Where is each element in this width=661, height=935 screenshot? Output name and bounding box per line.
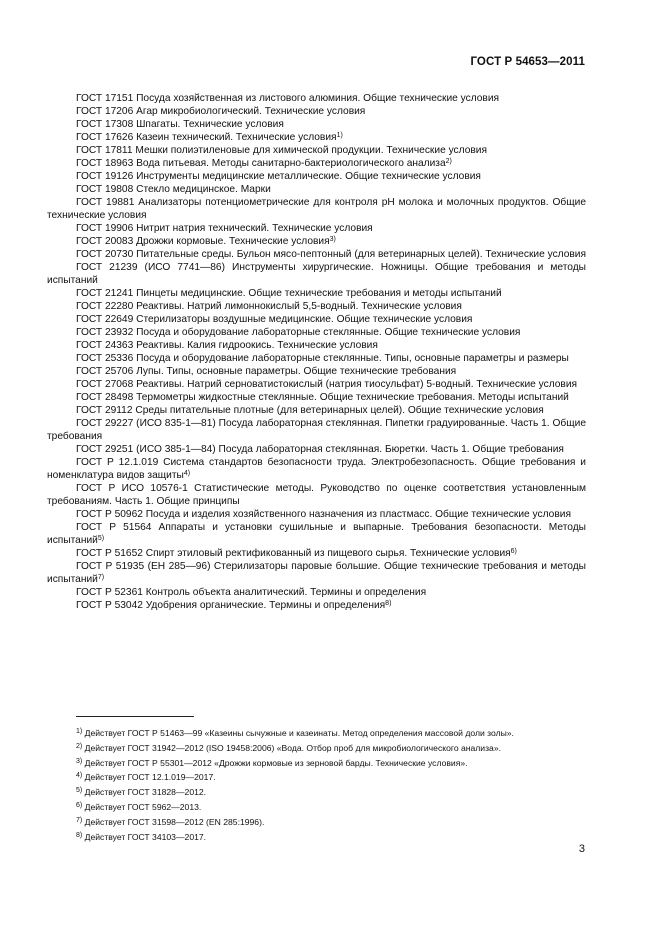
- reference-text: ГОСТ 25336 Посуда и оборудование лабораторные стеклянные. Типы, основные параметры и размеры: [76, 353, 569, 364]
- reference-item: [47, 157, 586, 170]
- document-header: ГОСТ Р 54653—2011: [470, 56, 585, 68]
- footnote-separator: [76, 716, 194, 717]
- footnote: [76, 756, 596, 771]
- footnote-marker: 7): [97, 574, 105, 581]
- footnote-text: Действует ГОСТ 31828—2012.: [82, 787, 207, 798]
- footnote-text: Действует ГОСТ 31598—2012 (EN 285:1996).: [82, 816, 265, 827]
- reference-item: [47, 417, 586, 443]
- reference-item: [47, 105, 586, 118]
- reference-item: [47, 287, 586, 300]
- reference-text: ГОСТ Р 51652 Спирт этиловый ректификованный из пищевого сырья. Технические условия: [76, 548, 511, 559]
- reference-text: ГОСТ 29251 (ИСО 385-1—84) Посуда лабораторная стеклянная. Бюретки. Часть 1. Общие требования: [76, 444, 564, 455]
- reference-item: [47, 365, 586, 378]
- footnote: [76, 785, 596, 800]
- reference-text: ГОСТ 17206 Агар микробиологический. Технические условия: [76, 106, 366, 117]
- reference-item: [47, 300, 586, 313]
- reference-item: [47, 404, 586, 417]
- reference-text: ГОСТ 29112 Среды питательные плотные (для ветеринарных целей). Общие технические условия: [76, 405, 544, 416]
- footnote-mark: 5): [76, 787, 83, 795]
- reference-text: ГОСТ 19881 Анализаторы потенциометрические для контроля pH молока и молочных продуктов. Общие технические условия: [47, 197, 586, 221]
- reference-item: [47, 131, 586, 144]
- reference-text: ГОСТ 20730 Питательные среды. Бульон мясо-пептонный (для ветеринарных целей). Технические условия: [76, 249, 587, 260]
- reference-text: ГОСТ 20083 Дрожжи кормовые. Технические условия: [76, 236, 330, 247]
- reference-text: ГОСТ 24363 Реактивы. Калия гидроокись. Технические условия: [76, 340, 378, 351]
- reference-text: ГОСТ 17151 Посуда хозяйственная из листового алюминия. Общие технические условия: [76, 93, 500, 104]
- footnote: [76, 770, 596, 785]
- footnote-mark: 6): [76, 801, 83, 809]
- reference-item: [47, 261, 586, 287]
- normative-references-list: [47, 92, 586, 612]
- reference-text: ГОСТ Р 53042 Удобрения органические. Термины и определения: [76, 600, 386, 611]
- reference-text: ГОСТ 25706 Лупы. Типы, основные параметры. Общие технические требования: [76, 366, 457, 377]
- footnote-marker: 5): [97, 535, 105, 542]
- footnote: [76, 726, 596, 741]
- reference-text: ГОСТ 21241 Пинцеты медицинские. Общие технические требования и методы испытаний: [76, 288, 502, 299]
- reference-text: ГОСТ 27068 Реактивы. Натрий серноватистокислый (натрия тиосульфат) 5-водный. Технические условия: [76, 379, 578, 390]
- footnote: [76, 800, 596, 815]
- footnote-text: Действует ГОСТ 31942—2012 (ISO 19458:2006) «Вода. Отбор проб для микробиологического анализа».: [82, 742, 501, 753]
- reference-text: ГОСТ Р 51564 Аппараты и установки сушильные и выпарные. Требования безопасности. Методы испытаний: [47, 522, 586, 546]
- reference-text: ГОСТ Р 12.1.019 Система стандартов безопасности труда. Электробезопасность. Общие требования и номенклатура видов защиты: [47, 457, 586, 481]
- reference-text: ГОСТ 17626 Казеин технический. Технические условия: [76, 132, 337, 143]
- reference-item: [47, 378, 586, 391]
- page-number: 3: [578, 843, 585, 855]
- reference-text: ГОСТ Р 51935 (ЕН 285—96) Стерилизаторы паровые большие. Общие технические требования и методы испытаний: [47, 561, 586, 585]
- reference-text: ГОСТ 19808 Стекло медицинское. Марки: [76, 184, 271, 195]
- footnote-mark: 1): [76, 728, 83, 735]
- footnote-marker: 6): [510, 548, 517, 555]
- reference-text: ГОСТ 19126 Инструменты медицинские металлические. Общие технические условия: [76, 171, 481, 182]
- reference-item: [47, 560, 586, 586]
- footnote-marker: 1): [336, 132, 343, 139]
- reference-text: ГОСТ Р 52361 Контроль объекта аналитический. Термины и определения: [76, 587, 427, 598]
- footnote-text: Действует ГОСТ Р 55301—2012 «Дрожжи кормовые из зерновой барды. Технические условия».: [82, 757, 468, 768]
- footnote-mark: 2): [76, 742, 83, 750]
- footnote-mark: 4): [76, 772, 83, 780]
- footnote-mark: 7): [76, 816, 83, 824]
- reference-text: ГОСТ 28498 Термометры жидкостные стеклянные. Общие технические требования. Методы испытаний: [76, 392, 569, 403]
- footnote: [76, 741, 596, 756]
- reference-item: [47, 248, 586, 261]
- footnotes-list: [76, 726, 596, 844]
- footnote-text: Действует ГОСТ 12.1.019—2017.: [82, 772, 216, 783]
- reference-item: [47, 222, 586, 235]
- reference-item: [47, 92, 586, 105]
- reference-item: [47, 482, 586, 508]
- footnote-text: Действует ГОСТ 34103—2017.: [82, 831, 207, 842]
- reference-text: ГОСТ 22649 Стерилизаторы воздушные медицинские. Общие технические условия: [76, 314, 473, 325]
- footnote-mark: 3): [76, 757, 83, 765]
- reference-item: [47, 456, 586, 482]
- footnote-marker: 2): [445, 158, 452, 165]
- reference-item: [47, 144, 586, 157]
- footnote-text: Действует ГОСТ Р 51463—99 «Казеины сычужные и казеинаты. Метод определения массовой доли золы».: [82, 728, 514, 738]
- reference-item: [47, 235, 586, 248]
- reference-text: ГОСТ 17308 Шпагаты. Технические условия: [76, 119, 284, 130]
- reference-text: ГОСТ 18963 Вода питьевая. Методы санитарно-бактериологического анализа: [76, 158, 446, 169]
- reference-item: [47, 170, 586, 183]
- footnote-marker: 4): [183, 470, 191, 477]
- reference-text: ГОСТ 19906 Нитрит натрия технический. Технические условия: [76, 223, 373, 234]
- reference-text: ГОСТ 29227 (ИСО 835-1—81) Посуда лабораторная стеклянная. Пипетки градуированные. Часть 1. Общие требования: [47, 418, 586, 442]
- footnote-mark: 8): [76, 831, 83, 839]
- reference-item: [47, 508, 586, 521]
- footnote-text: Действует ГОСТ 5962—2013.: [82, 801, 202, 812]
- reference-item: [47, 443, 586, 456]
- reference-item: [47, 196, 586, 222]
- reference-text: ГОСТ 17811 Мешки полиэтиленовые для химической продукции. Технические условия: [76, 145, 487, 156]
- reference-text: ГОСТ Р ИСО 10576-1 Статистические методы. Руководство по оценке соответствия установленным требованиям. Часть 1. Общие принципы: [47, 483, 586, 507]
- reference-item: [47, 313, 586, 326]
- reference-item: [47, 586, 586, 599]
- reference-text: ГОСТ 21239 (ИСО 7741—86) Инструменты хирургические. Ножницы. Общие требования и методы испытаний: [47, 262, 586, 286]
- reference-item: [47, 326, 586, 339]
- reference-item: [47, 599, 586, 612]
- reference-text: ГОСТ 23932 Посуда и оборудование лабораторные стеклянные. Общие технические условия: [76, 327, 521, 338]
- footnote: [76, 830, 596, 845]
- reference-item: [47, 547, 586, 560]
- reference-text: ГОСТ 22280 Реактивы. Натрий лимоннокислый 5,5-водный. Технические условия: [76, 301, 462, 312]
- reference-item: [47, 183, 586, 196]
- reference-item: [47, 391, 586, 404]
- footnote-marker: 8): [385, 600, 392, 607]
- footnote-marker: 3): [329, 236, 336, 243]
- reference-item: [47, 352, 586, 365]
- reference-item: [47, 118, 586, 131]
- reference-item: [47, 521, 586, 547]
- footnote: [76, 815, 596, 830]
- reference-item: [47, 339, 586, 352]
- reference-text: ГОСТ Р 50962 Посуда и изделия хозяйственного назначения из пластмасс. Общие технические условия: [76, 509, 571, 520]
